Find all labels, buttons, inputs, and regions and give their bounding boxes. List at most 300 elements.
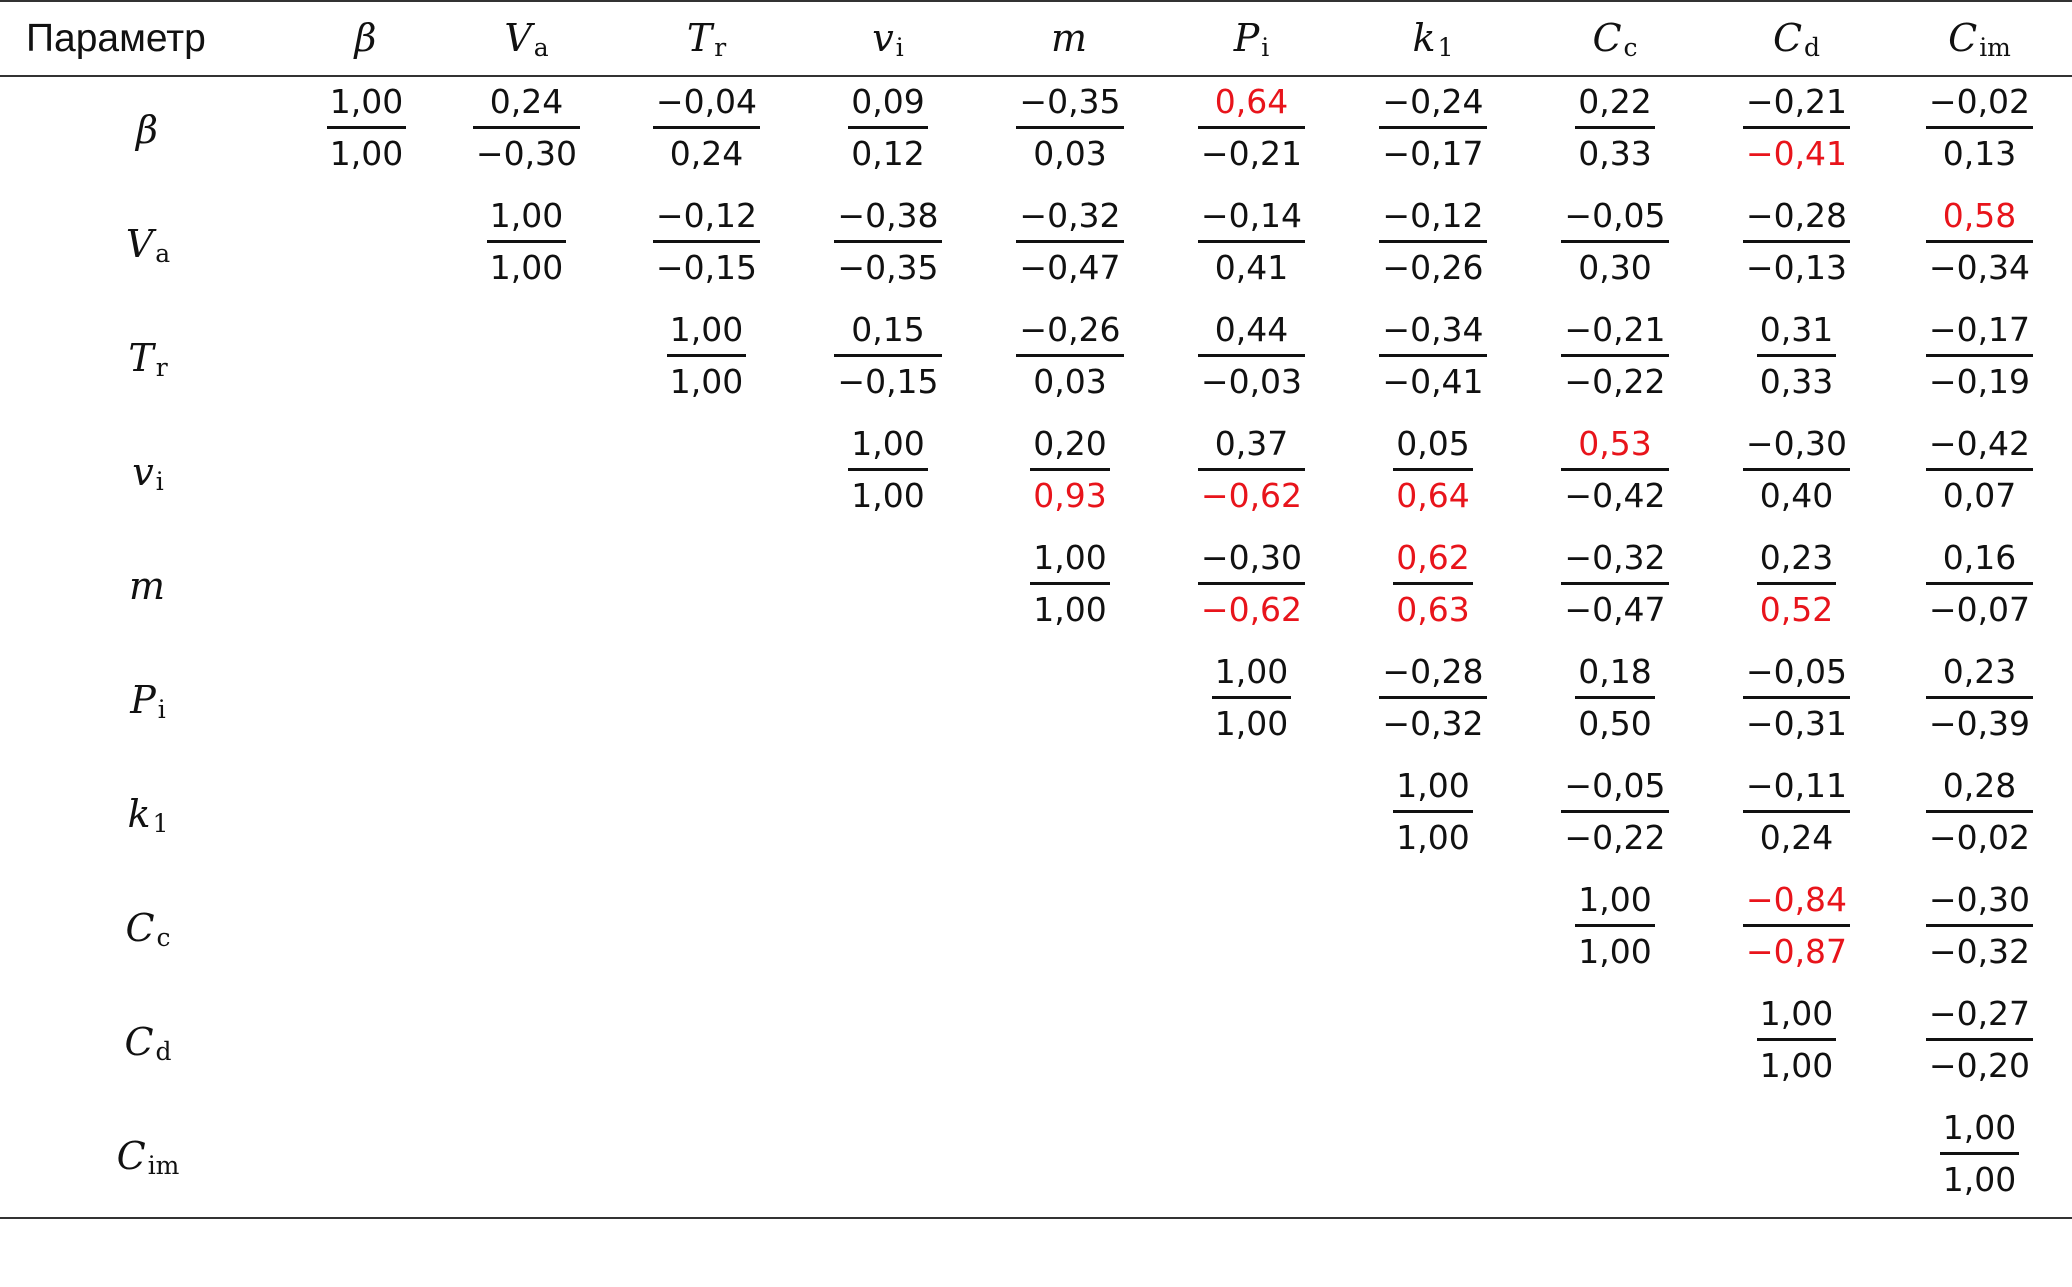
correlation-value-top: 0,23 [1926, 650, 2033, 699]
correlation-pair [1926, 194, 2033, 290]
table-cell [437, 761, 616, 875]
table-cell [797, 989, 979, 1103]
row-symbol [129, 564, 167, 610]
row-symbol [128, 792, 169, 838]
correlation-value-top: −0,28 [1743, 194, 1850, 243]
correlation-value-bottom: −0,32 [1928, 931, 2031, 971]
row-symbol-base: C [116, 1134, 146, 1178]
correlation-value-bottom: 0,93 [1033, 475, 1107, 515]
column-symbol-subscript: 1 [1437, 32, 1454, 62]
correlation-pair [1575, 878, 1654, 974]
column-header [1524, 1, 1706, 76]
table-cell [1706, 533, 1887, 647]
row-header [0, 305, 296, 419]
correlation-pair [1561, 764, 1668, 860]
table-cell [797, 647, 979, 761]
table-row [0, 191, 2072, 305]
table-cell [296, 76, 437, 191]
row-symbol-subscript: i [157, 695, 166, 724]
correlation-value-bottom: 1,00 [669, 361, 744, 401]
table-cell [616, 1103, 797, 1218]
correlation-value-bottom: 0,33 [1578, 133, 1652, 173]
column-symbol-base: C [1948, 15, 1978, 60]
column-symbol-base: T [686, 15, 713, 60]
correlation-pair [1743, 194, 1850, 290]
correlation-pair [1379, 308, 1486, 404]
correlation-value-bottom: −0,22 [1564, 361, 1666, 401]
correlation-value-top: 0,37 [1198, 422, 1305, 471]
correlation-pair [834, 194, 941, 290]
table-cell [437, 191, 616, 305]
correlation-pair [653, 194, 760, 290]
table-cell [1706, 761, 1887, 875]
correlation-pair [1016, 80, 1123, 176]
correlation-value-top: 0,22 [1575, 80, 1654, 129]
column-symbol-base: k [1412, 15, 1436, 60]
correlation-value-bottom: 0,41 [1214, 247, 1289, 287]
table-cell [1524, 419, 1706, 533]
column-symbol-base: C [1592, 15, 1622, 60]
column-header [1706, 1, 1887, 76]
correlation-value-bottom: −0,17 [1382, 133, 1484, 173]
table-cell [616, 533, 797, 647]
param-header: Параметр [0, 1, 296, 76]
row-symbol [124, 1020, 171, 1066]
correlation-value-bottom: 0,30 [1578, 247, 1652, 287]
table-cell [1887, 533, 2072, 647]
correlation-value-bottom: −0,62 [1200, 475, 1303, 515]
table-cell [1161, 191, 1342, 305]
row-symbol [132, 450, 163, 496]
table-cell [1706, 989, 1887, 1103]
column-header [296, 1, 437, 76]
table-header [0, 1, 2072, 76]
correlation-value-top: −0,12 [653, 194, 760, 243]
column-symbol [1234, 16, 1270, 60]
correlation-value-top: −0,26 [1016, 308, 1123, 357]
table-cell [979, 419, 1161, 533]
table-row [0, 419, 2072, 533]
correlation-value-top: −0,14 [1198, 194, 1305, 243]
column-header [1887, 1, 2072, 76]
table-cell [797, 76, 979, 191]
row-symbol-base: m [128, 564, 166, 608]
correlation-value-top: 0,58 [1926, 194, 2033, 243]
table-cell [1706, 76, 1887, 191]
correlation-value-top: −0,34 [1379, 308, 1486, 357]
correlation-value-top: 0,18 [1575, 650, 1654, 699]
table-cell [1706, 419, 1887, 533]
row-symbol [117, 1134, 180, 1180]
table-cell [797, 191, 979, 305]
correlation-value-top: 1,00 [487, 194, 566, 243]
column-symbol-base: β [354, 15, 377, 60]
correlation-pair [1575, 650, 1654, 746]
table-cell [1524, 533, 1706, 647]
correlation-value-bottom: −0,62 [1200, 589, 1303, 629]
row-header [0, 989, 296, 1103]
table-cell [797, 875, 979, 989]
row-symbol [128, 336, 167, 382]
table-cell [616, 191, 797, 305]
correlation-value-top: −0,02 [1926, 80, 2033, 129]
correlation-value-bottom: 1,00 [1942, 1159, 2017, 1199]
row-symbol-subscript: d [155, 1037, 172, 1066]
table-cell [296, 419, 437, 533]
table-cell [1706, 1103, 1887, 1218]
table-cell [1887, 761, 2072, 875]
row-symbol-base: v [132, 450, 154, 494]
correlation-value-top: 1,00 [848, 422, 927, 471]
correlation-pair [848, 422, 927, 518]
correlation-value-top: −0,12 [1379, 194, 1486, 243]
correlation-pair [1198, 422, 1305, 518]
row-symbol-base: V [125, 222, 154, 266]
table-cell [1342, 647, 1524, 761]
column-symbol [355, 16, 379, 60]
column-symbol-subscript: im [1979, 32, 2011, 62]
row-header [0, 533, 296, 647]
correlation-value-bottom: −0,20 [1928, 1045, 2031, 1085]
row-symbol-base: T [128, 336, 154, 380]
column-header [979, 1, 1161, 76]
table-cell [1161, 76, 1342, 191]
correlation-pair [1926, 992, 2033, 1088]
correlation-value-bottom: −0,47 [1019, 247, 1121, 287]
table-cell [1342, 76, 1524, 191]
table-cell [1887, 989, 2072, 1103]
row-symbol-subscript: im [147, 1151, 180, 1180]
correlation-value-bottom: 1,00 [851, 475, 925, 515]
correlation-value-bottom: −0,41 [1382, 361, 1484, 401]
correlation-value-bottom: 0,07 [1942, 475, 2017, 515]
table-cell [1342, 875, 1524, 989]
correlation-value-top: −0,21 [1743, 80, 1850, 129]
correlation-value-bottom: −0,31 [1745, 703, 1848, 743]
correlation-pair [1016, 308, 1123, 404]
table-cell [1161, 761, 1342, 875]
row-header [0, 647, 296, 761]
correlation-pair [1561, 422, 1668, 518]
correlation-value-top: 1,00 [1575, 878, 1654, 927]
correlation-pair [1393, 422, 1472, 518]
row-symbol [136, 108, 160, 154]
table-cell [1887, 1103, 2072, 1218]
column-symbol-subscript: i [1261, 32, 1270, 62]
table-cell [1524, 989, 1706, 1103]
correlation-value-top: 0,31 [1757, 308, 1836, 357]
correlation-value-bottom: −0,07 [1928, 589, 2031, 629]
correlation-pair [1757, 536, 1836, 632]
correlation-value-top: 1,00 [1757, 992, 1836, 1041]
table-cell [1342, 761, 1524, 875]
correlation-pair [327, 80, 406, 176]
table-cell [797, 761, 979, 875]
correlation-value-bottom: 0,52 [1759, 589, 1834, 629]
row-symbol-base: C [124, 1020, 154, 1064]
correlation-value-bottom: −0,39 [1928, 703, 2031, 743]
table-cell [1342, 419, 1524, 533]
correlation-value-bottom: 0,33 [1759, 361, 1834, 401]
correlation-value-top: 0,16 [1926, 536, 2033, 585]
correlation-pair [1561, 536, 1668, 632]
correlation-value-top: −0,38 [834, 194, 941, 243]
correlation-value-bottom: −0,15 [837, 361, 939, 401]
table-cell [979, 191, 1161, 305]
column-symbol [1413, 16, 1454, 60]
correlation-value-bottom: −0,87 [1745, 931, 1848, 971]
row-symbol-subscript: i [155, 467, 164, 496]
table-cell [1161, 533, 1342, 647]
correlation-value-bottom: −0,26 [1382, 247, 1484, 287]
correlation-pair [1030, 422, 1109, 518]
correlation-pair [834, 308, 941, 404]
correlation-pair [1926, 764, 2033, 860]
table-cell [616, 989, 797, 1103]
correlation-value-bottom: 0,12 [851, 133, 925, 173]
row-symbol-subscript: r [155, 353, 168, 382]
table-cell [979, 761, 1161, 875]
table-cell [1342, 1103, 1524, 1218]
correlation-value-bottom: −0,13 [1745, 247, 1848, 287]
table-cell [1887, 76, 2072, 191]
correlation-value-bottom: −0,22 [1564, 817, 1666, 857]
correlation-value-bottom: 0,50 [1578, 703, 1652, 743]
correlation-pair [1561, 308, 1668, 404]
correlation-value-top: 0,64 [1198, 80, 1305, 129]
correlation-pair [1030, 536, 1109, 632]
correlation-pair [1379, 650, 1486, 746]
correlation-pair [1743, 878, 1850, 974]
table-cell [1887, 419, 2072, 533]
table-cell [1524, 875, 1706, 989]
correlation-value-top: 0,62 [1393, 536, 1472, 585]
table-cell [979, 1103, 1161, 1218]
correlation-pair [1926, 80, 2033, 176]
correlation-pair [1575, 80, 1654, 176]
row-symbol-subscript: c [156, 923, 171, 952]
table-cell [437, 419, 616, 533]
correlation-value-top: −0,30 [1926, 878, 2033, 927]
correlation-value-bottom: −0,47 [1564, 589, 1666, 629]
table-row [0, 875, 2072, 989]
table-cell [296, 875, 437, 989]
correlation-pair [1757, 992, 1836, 1088]
row-header [0, 191, 296, 305]
correlation-value-bottom: 1,00 [489, 247, 564, 287]
correlation-value-top: −0,42 [1926, 422, 2033, 471]
table-row [0, 305, 2072, 419]
row-header [0, 419, 296, 533]
correlation-value-top: −0,28 [1379, 650, 1486, 699]
table-cell [1524, 761, 1706, 875]
table-cell [1706, 305, 1887, 419]
row-symbol-subscript: a [155, 239, 171, 268]
table-cell [1342, 989, 1524, 1103]
row-symbol [125, 906, 170, 952]
correlation-value-bottom: 1,00 [1396, 817, 1470, 857]
correlation-value-bottom: 1,00 [1578, 931, 1652, 971]
correlation-pair [1198, 194, 1305, 290]
correlation-pair [1926, 650, 2033, 746]
table-cell [296, 761, 437, 875]
correlation-value-top: −0,24 [1379, 80, 1486, 129]
correlation-value-top: −0,11 [1743, 764, 1850, 813]
correlation-value-top: −0,32 [1016, 194, 1123, 243]
correlation-value-bottom: 1,00 [1033, 589, 1107, 629]
table-cell [616, 647, 797, 761]
table-cell [797, 533, 979, 647]
correlation-value-top: 0,09 [848, 80, 927, 129]
table-cell [296, 1103, 437, 1218]
correlation-value-bottom: −0,32 [1382, 703, 1484, 743]
correlation-pair [1016, 194, 1123, 290]
table-cell [1887, 305, 2072, 419]
correlation-value-top: 0,24 [473, 80, 580, 129]
column-symbol [872, 16, 903, 60]
correlation-pair [1198, 536, 1305, 632]
row-header [0, 1103, 296, 1218]
correlation-pair [1393, 536, 1472, 632]
correlation-pair [1926, 878, 2033, 974]
table-cell [1524, 191, 1706, 305]
correlation-value-top: −0,05 [1561, 194, 1668, 243]
correlation-value-top: 0,15 [834, 308, 941, 357]
table-cell [979, 305, 1161, 419]
column-header [1342, 1, 1524, 76]
table-row [0, 533, 2072, 647]
correlation-pair [848, 80, 927, 176]
table-cell [1161, 875, 1342, 989]
correlation-value-top: 1,00 [667, 308, 746, 357]
column-header [797, 1, 979, 76]
table-cell [1706, 647, 1887, 761]
column-symbol-subscript: r [714, 32, 727, 62]
correlation-value-top: −0,30 [1198, 536, 1305, 585]
correlation-value-bottom: −0,42 [1564, 475, 1666, 515]
correlation-pair [1743, 650, 1850, 746]
correlation-pair [1926, 308, 2033, 404]
correlation-value-bottom: −0,15 [655, 247, 758, 287]
column-symbol-base: V [504, 15, 532, 60]
table-cell [1161, 305, 1342, 419]
table-cell [1887, 875, 2072, 989]
row-symbol-base: k [127, 792, 151, 836]
table-cell [437, 989, 616, 1103]
table-cell [979, 989, 1161, 1103]
column-symbol-subscript: a [533, 32, 549, 62]
column-symbol-base: v [872, 15, 894, 60]
correlation-value-top: −0,04 [653, 80, 760, 129]
correlation-value-bottom: 0,64 [1396, 475, 1470, 515]
row-header [0, 761, 296, 875]
correlation-value-bottom: 0,03 [1033, 133, 1107, 173]
correlation-value-bottom: −0,19 [1928, 361, 2031, 401]
column-symbol [504, 16, 548, 60]
table-cell [437, 875, 616, 989]
correlation-value-top: 1,00 [327, 80, 406, 129]
correlation-value-bottom: 0,24 [669, 133, 744, 173]
row-symbol [126, 222, 170, 268]
table-body [0, 76, 2072, 1218]
column-symbol [687, 16, 726, 60]
table-row [0, 1103, 2072, 1218]
table-cell [1161, 989, 1342, 1103]
correlation-pair [1379, 194, 1486, 290]
table-cell [616, 761, 797, 875]
table-cell [1706, 875, 1887, 989]
correlation-value-top: 1,00 [1030, 536, 1109, 585]
row-symbol-subscript: 1 [152, 809, 169, 838]
correlation-pair [1561, 194, 1668, 290]
table-cell [1524, 647, 1706, 761]
column-symbol-subscript: c [1623, 32, 1638, 62]
correlation-pair [1212, 650, 1291, 746]
row-symbol [130, 678, 166, 724]
table-cell [979, 875, 1161, 989]
table-cell [437, 647, 616, 761]
correlation-pair [1198, 80, 1305, 176]
correlation-value-top: 1,00 [1212, 650, 1291, 699]
header-row [0, 1, 2072, 76]
table-cell [797, 419, 979, 533]
table-cell [1887, 191, 2072, 305]
correlation-pair [1379, 80, 1486, 176]
correlation-value-top: −0,17 [1926, 308, 2033, 357]
table-cell [296, 989, 437, 1103]
correlation-pair [653, 80, 760, 176]
correlation-pair [1743, 764, 1850, 860]
correlation-value-bottom: 1,00 [1759, 1045, 1834, 1085]
table-cell [1524, 76, 1706, 191]
correlation-value-top: 1,00 [1940, 1106, 2019, 1155]
row-symbol-base: P [130, 678, 156, 722]
table-cell [979, 533, 1161, 647]
correlation-value-top: 0,44 [1198, 308, 1305, 357]
correlation-value-top: 1,00 [1393, 764, 1472, 813]
table-row [0, 989, 2072, 1103]
table-cell [797, 305, 979, 419]
table-cell [296, 533, 437, 647]
column-symbol-base: P [1233, 15, 1260, 60]
correlation-value-bottom: −0,30 [475, 133, 578, 173]
correlation-pair [1926, 536, 2033, 632]
correlation-value-top: −0,05 [1561, 764, 1668, 813]
table-cell [979, 647, 1161, 761]
table-cell [1524, 1103, 1706, 1218]
correlation-value-top: −0,35 [1016, 80, 1123, 129]
table-cell [437, 533, 616, 647]
column-header [616, 1, 797, 76]
column-symbol-subscript: i [895, 32, 904, 62]
correlation-pair [1940, 1106, 2019, 1202]
correlation-value-top: −0,05 [1743, 650, 1850, 699]
correlation-value-top: −0,84 [1743, 878, 1850, 927]
row-symbol-base: C [125, 906, 155, 950]
column-symbol [1948, 16, 2011, 60]
correlation-pair [1393, 764, 1472, 860]
table-cell [797, 1103, 979, 1218]
table-cell [437, 1103, 616, 1218]
correlation-value-top: 0,28 [1926, 764, 2033, 813]
correlation-value-top: 0,20 [1030, 422, 1109, 471]
correlation-value-bottom: 0,63 [1396, 589, 1470, 629]
correlation-value-top: −0,32 [1561, 536, 1668, 585]
correlation-value-bottom: −0,21 [1200, 133, 1303, 173]
table-cell [1342, 533, 1524, 647]
correlation-value-top: 0,53 [1561, 422, 1668, 471]
table-cell [437, 305, 616, 419]
